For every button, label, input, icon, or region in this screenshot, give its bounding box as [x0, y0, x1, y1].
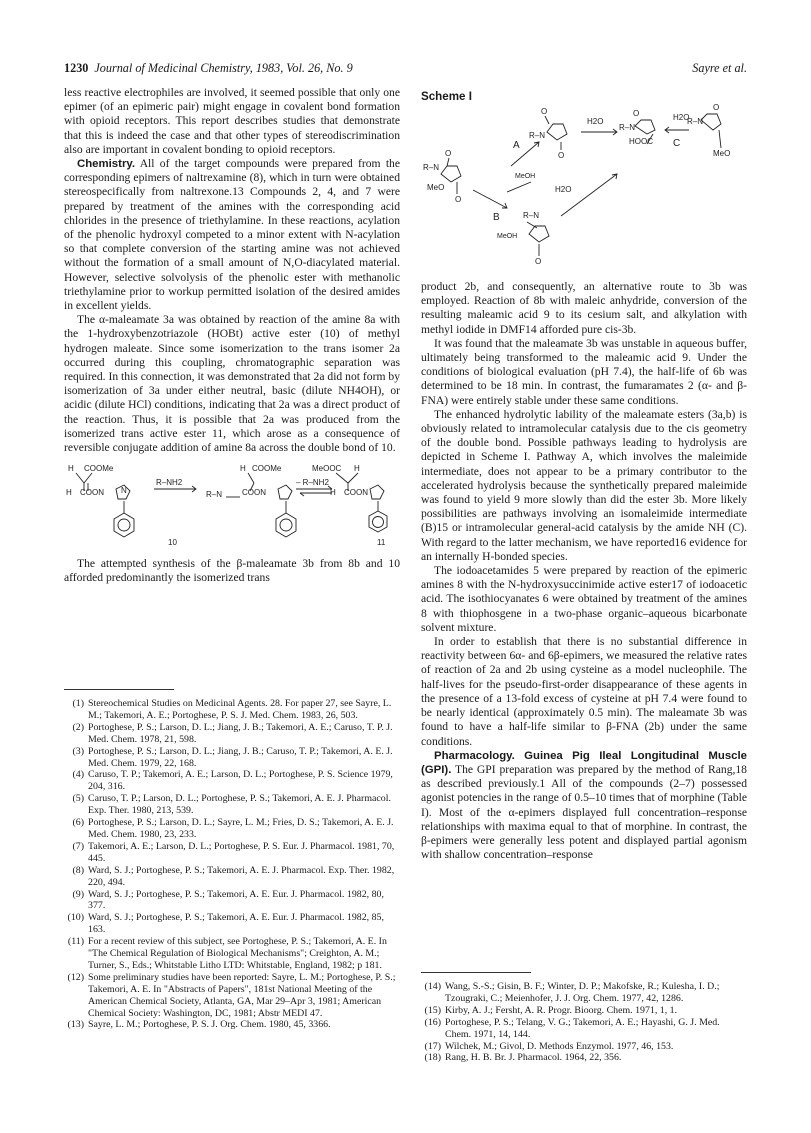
- atom-o: O: [455, 195, 462, 204]
- reference-number: (14): [424, 981, 441, 992]
- paragraph: In order to establish that there is no substantial difference in reactivity between 6α- and 6β-epimers, we measured the relative rates of reaction of 2a and 2b using cysteine as a model nucleophile. The half-lives for the pseudo-first-order disappearance of these agents in the presence of a 13-fold excess of cysteine at pH 7.4 were found to be nearly identical (approximately 0.5 min). The maleamate 3b was found to have a half-life similar to β-FNA (2b) under the same conditions.: [421, 635, 747, 748]
- reference-item: [421, 1017, 747, 1041]
- label-rn: R–N: [529, 131, 546, 140]
- label-rnh2: R–NH2: [156, 478, 183, 488]
- paragraph: less reactive electrophiles are involved, it seemed possible that only one epimer (of an epimeric pair) might engage in covalent bond formation with opioid receptors. This report describes studies that demonstrate that this is indeed the case and that other types of stereodiscrimination also are important in covalent bonding to opioid receptors.: [64, 86, 400, 156]
- label-h: H: [68, 464, 74, 474]
- atom-o: O: [445, 149, 452, 158]
- atom-o: O: [558, 151, 565, 160]
- reference-number: (2): [72, 721, 84, 733]
- reference-text: Portoghese, P. S.; Larson, D. L.; Jiang, J. B.; Caruso, T. P.; Takemori, A. E. J. Med. Chem. 1979, 22, 168.: [88, 745, 393, 769]
- reference-item: [64, 972, 400, 1020]
- reference-text: Ward, S. J.; Portoghese, P. S.; Takemori, A. E. Eur. J. Pharmacol. 1982, 80, 377.: [88, 888, 384, 912]
- atom-o: O: [535, 257, 542, 266]
- reference-item: [64, 889, 400, 913]
- reference-text: Stereochemical Studies on Medicinal Agents. 28. For paper 27, see Sayre, L. M.; Takemori, A. E.; Portoghese, P. S. J. Med. Chem. 1983, 26, 503.: [88, 698, 392, 721]
- label-meoh: MeOH: [497, 233, 518, 240]
- label-h: H: [330, 488, 336, 498]
- pathway-a-label: A: [513, 140, 520, 151]
- paragraph: The α-maleamate 3a was obtained by reaction of the amine 8a with the 1-hydroxybenzotriazole (HOBt) active ester (10) of methyl hydrogen maleate. Since some isomerization to the trans isomer 2a occurred during this coupling, chromatographic separation was required. In this connection, it was demonstrated that 2a did not form by isomerization of 3a under either neutral, basic (dilute NH4OH), or acidic (dilute HCl) conditions, indicating that 2a was a direct product of the reaction. Thus, it is possible that 2a was produced from the isomerized trans active ester 11, which arose as a consequence of reversible conjugate addition of amine 8a across the double bond of 10.: [64, 313, 400, 455]
- running-head: Sayre et al.: [692, 61, 747, 75]
- paragraph-text: All of the target compounds were prepared from the corresponding epimers of naltrexamine (8), which in turn were obtained stereospecifically from naltrexone.13 Compounds 2, 4, and 7 were prepared by treatment of the amines with the corresponding acid chlorides in the presence of triethylamine. In these reactions, acylation of the phenolic hydroxyl competed to a minor extent with N-acylation so that complete conversion of the starting amine was not achieved without the formation of a small amount of N,O-diacylated material. However, selective solvolysis of the phenolic ester with methanolic triethylamine prior to workup permitted isolation of the desired amides in excellent yields.: [64, 157, 400, 313]
- reference-number: (6): [72, 817, 84, 829]
- label-rn: R–N: [423, 163, 440, 172]
- reference-text: Portoghese, P. S.; Telang, V. G.; Takemori, A. E.; Hayashi, G. J. Med. Chem. 1971, 14, 144.: [445, 1016, 720, 1040]
- reference-text: Portoghese, P. S.; Larson, D. L.; Jiang, J. B.; Takemori, A. E.; Caruso, T. P. J. Med. Chem. 1978, 21, 598.: [88, 721, 393, 745]
- section-heading-chemistry: Chemistry.: [77, 158, 136, 171]
- label-rn: R–N: [687, 117, 704, 126]
- label-rn: R–N: [619, 123, 636, 132]
- compound-label-11: 11: [377, 538, 386, 548]
- left-column: [64, 86, 400, 586]
- reference-number: (10): [67, 912, 84, 924]
- label-h2o: H2O: [587, 117, 604, 126]
- reaction-figure: [64, 461, 400, 553]
- atom-o: O: [713, 104, 720, 112]
- label-h2o: H2O: [555, 185, 572, 194]
- compound-label-10: 10: [168, 538, 177, 548]
- reference-item: [64, 698, 400, 722]
- reference-text: Caruso, T. P.; Takemori, A. E.; Larson, D. L.; Portoghese, P. S. Science 1979, 204, 316.: [88, 769, 393, 793]
- label-meooc: MeOOC: [312, 464, 342, 474]
- paragraph: [64, 157, 400, 313]
- footnote-rule: [64, 689, 174, 690]
- page-header: [64, 61, 747, 77]
- reference-item: [64, 817, 400, 841]
- label-meo: MeO: [713, 149, 731, 158]
- reference-number: (11): [67, 936, 84, 948]
- label-coome: COOMe: [84, 464, 114, 474]
- reference-item: [64, 1019, 400, 1031]
- label-coon: COON: [242, 488, 266, 498]
- reference-text: Wang, S.-S.; Gisin, B. F.; Winter, D. P.; Makofske, R.; Kulesha, I. D.; Tzougraki, C.; Meienhofer, J. J. Org. Chem. 1977, 42, 1286.: [445, 981, 720, 1004]
- reference-number: (13): [67, 1019, 84, 1031]
- reference-item: [421, 1041, 747, 1053]
- label-coon: COON: [344, 488, 368, 498]
- journal-citation: Journal of Medicinal Chemistry, 1983, Vol. 26, No. 9: [94, 61, 353, 75]
- label-h: H: [354, 464, 360, 474]
- reference-number: (18): [424, 1052, 441, 1064]
- paragraph: product 2b, and consequently, an alternative route to 3b was employed. Reaction of 8b with maleic anhydride, conversion of the resulting maleamic acid 9 to its cesium salt, and alkylation with methyl iodide in DMF14 afforded pure cis-3b.: [421, 280, 747, 336]
- atom-o: O: [541, 107, 548, 116]
- reference-text: Sayre, L. M.; Portoghese, P. S. J. Org. Chem. 1980, 45, 3366.: [88, 1019, 331, 1031]
- label-rn: R–N: [523, 211, 540, 220]
- reference-number: (15): [424, 1004, 441, 1016]
- reference-number: (9): [72, 888, 84, 900]
- reaction-scheme-10-11: [64, 461, 400, 553]
- reference-text: For a recent review of this subject, see Portoghese, P. S.; Takemori, A. E. In "The Chemical Regulation of Biological Mechanisms"; Creighton, A. M.; Turner, S., Eds.; Whitstable Litho LTD: Whitstable, England, 1982; p 181.: [88, 936, 387, 971]
- reference-item: [64, 722, 400, 746]
- reference-number: (8): [72, 864, 84, 876]
- reference-item: [64, 865, 400, 889]
- paragraph: The iodoacetamides 5 were prepared by reaction of the epimeric amines 8 with the N-hydroxysuccinimide active ester17 of iodoacetic acid. The isothiocyanates 6 were obtained by treatment of the amines 8 with thiophosgene in a two-phase organic–aqueous bicarbonate solvent mixture.: [421, 564, 747, 634]
- reference-item: [64, 936, 400, 972]
- reference-text: Ward, S. J.; Portoghese, P. S.; Takemori, A. E. J. Pharmacol. Exp. Ther. 1982, 220, 494.: [88, 864, 395, 888]
- paragraph: It was found that the maleamate 3b was unstable in aqueous buffer, ultimately being transformed to the maleamic acid 9. Under the conditions of biological evaluation (pH 7.4), the half-life of 6b was determined to be 18 min. In contrast, the fumaramates 2 (α- and β-FNA) were entirely stable under these same conditions.: [421, 336, 747, 407]
- label-hooc: HOOC: [629, 137, 653, 146]
- reference-text: Takemori, A. E.; Larson, D. L.; Portoghese, P. S. Eur. J. Pharmacol. 1981, 70, 445.: [88, 840, 395, 864]
- reference-number: (5): [72, 793, 84, 805]
- reference-number: (4): [72, 769, 84, 781]
- footnote-references-left: [64, 683, 400, 1031]
- label-h: H: [240, 464, 246, 474]
- reference-number: (12): [67, 971, 84, 983]
- reference-number: (1): [72, 698, 84, 709]
- label-coome: COOMe: [252, 464, 282, 474]
- scheme-title: Scheme I: [421, 90, 472, 103]
- reference-text: Kirby, A. J.; Fersht, A. R. Progr. Bioorg. Chem. 1971, 1, 1.: [445, 1004, 678, 1016]
- reference-number: (3): [72, 745, 84, 757]
- label-rn: R–N: [206, 490, 223, 500]
- right-column: [421, 280, 747, 862]
- label-minus-rnh2: – R–NH2: [296, 478, 329, 488]
- paragraph: The attempted synthesis of the β-maleamate 3b from 8b and 10 afforded predominantly the isomerized trans: [64, 557, 400, 585]
- reference-item: [64, 912, 400, 936]
- reference-number: (16): [424, 1016, 441, 1028]
- reference-item: [64, 793, 400, 817]
- atom-o: O: [633, 109, 640, 118]
- scheme-figure: [421, 104, 747, 272]
- reference-text: Portoghese, P. S.; Larson, D. L.; Sayre, L. M.; Fries, D. S.; Takemori, A. E. J. Med. Chem. 1980, 23, 233.: [88, 817, 394, 840]
- page-number: 1230: [64, 61, 89, 75]
- label-h: H: [66, 488, 72, 498]
- pathway-c-label: C: [673, 138, 681, 149]
- label-meoh: MeOH: [515, 173, 536, 180]
- section-heading-pharmacology: Pharmacology. Guinea Pig Ileal Longitudinal Muscle (GPI).: [421, 749, 747, 776]
- footnote-references-right: [421, 966, 747, 1064]
- reference-list: [421, 981, 747, 1064]
- reference-item: [421, 1052, 747, 1064]
- label-meo: MeO: [427, 183, 445, 192]
- reference-item: [64, 841, 400, 865]
- label-h2o: H2O: [673, 113, 690, 122]
- reference-text: Rang, H. B. Br. J. Pharmacol. 1964, 22, 356.: [445, 1052, 622, 1064]
- paragraph: The enhanced hydrolytic lability of the maleamate esters (3a,b) is obviously related to intramolecular catalysis due to the cis geometry of the double bond. Possible pathways leading to hydrolysis are depicted in Scheme I. Pathway A, which involves the maleimide intermediate, does not appear to be a primary contributor to the accelerated hydrolysis because the synthetically prepared maleimide was found to yield 9 more slowly than did the ester 3b. More likely possibilities are pathways involving an isomaleimide intermediate (B)15 or intramolecular general-acid catalysis by the amide NH (C). With regard to the latter mechanism, we have reported16 evidence for an internally H-bonded species.: [421, 407, 747, 563]
- reference-item: [64, 769, 400, 793]
- scheme-1-diagram: [421, 104, 747, 272]
- reference-text: Some preliminary studies have been reported: Sayre, L. M.; Portoghese, P. S.; Takemori, A. E. In "Abstracts of Papers", 181st National Meeting of the American Chemical Society, Atlanta, GA, Mar 29–Apr 3, 1981; American Chemical Society: Washington, DC, 1981; Abstr MEDI 47.: [88, 971, 396, 1019]
- paragraph-text: The GPI preparation was prepared by the method of Rang,18 as described previously.1 All of the compounds (2–7) possessed agonist potencies in the range of 0.5–10 times that of morphine (Table I). Most of the α-epimers displayed full concentration–response relationships with maxima equal to that of morphine. In contrast, the β-epimers were generally less potent and displayed partial agonism with shallow concentration–response: [421, 762, 747, 862]
- reference-list: [64, 698, 400, 1031]
- reference-number: (7): [72, 840, 84, 852]
- pathway-b-label: B: [493, 212, 500, 223]
- paragraph: [421, 749, 747, 863]
- reference-number: (17): [424, 1040, 441, 1052]
- reference-item: [64, 746, 400, 770]
- reference-text: Wilchek, M.; Givol, D. Methods Enzymol. 1977, 46, 153.: [445, 1040, 674, 1052]
- label-n: N: [121, 486, 127, 496]
- label-coon: COON: [80, 488, 104, 498]
- reference-text: Caruso, T. P.; Larson, D. L.; Portoghese, P. S.; Takemori, A. E. J. Pharmacol. Exp. Ther. 1980, 213, 539.: [88, 793, 391, 817]
- reference-item: [421, 981, 747, 1005]
- footnote-rule: [421, 972, 531, 973]
- reference-text: Ward, S. J.; Portoghese, P. S.; Takemori, A. E. Eur. J. Pharmacol. 1982, 85, 163.: [88, 912, 384, 936]
- reference-item: [421, 1005, 747, 1017]
